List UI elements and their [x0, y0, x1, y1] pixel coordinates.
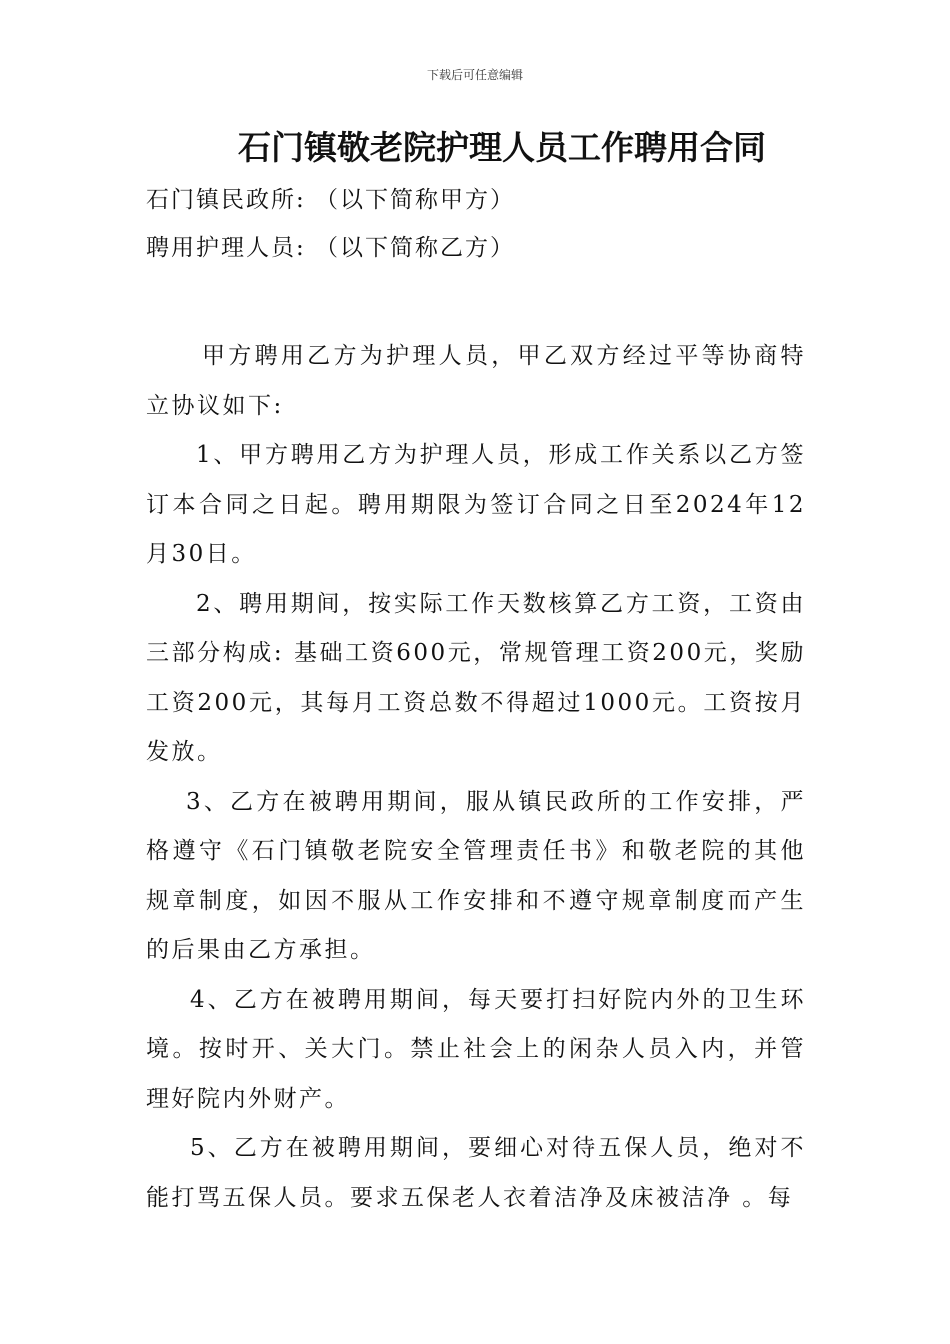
header-note: 下载后可任意编辑 [426, 68, 523, 82]
clause-5: 5、乙方在被聘用期间，要细心对待五保人员，绝对不能打骂五保人员。要求五保老人衣着洁净及床被洁净 。每 [146, 1135, 806, 1211]
party-a-line: 石门镇民政所: （以下简称甲方） [146, 187, 516, 213]
clause-2: 2、聘用期间，按实际工作天数核算乙方工资，工资由三部分构成: 基础工资600元，常规管理工资200元，奖励工资200元，其每月工资总数不得超过1000元。工资按月发放。 [146, 590, 806, 765]
clause-3: 3、乙方在被聘用期间，服从镇民政所的工作安排，严格遵守《石门镇敬老院安全管理责任书》和敬老院的其他规章制度，如因不服从工作安排和不遵守规章制度而产生的后果由乙方承担。 [146, 788, 806, 963]
contract-body [146, 332, 806, 1223]
clause-4: 4、乙方在被聘用期间，每天要打扫好院内外的卫生环境。按时开、关大门。禁止社会上的闲杂人员入内，并管理好院内外财产。 [146, 986, 806, 1112]
clause-1: 1、甲方聘用乙方为护理人员，形成工作关系以乙方签订本合同之日起。聘用期限为签订合同之日至2024年12月30日。 [146, 442, 806, 567]
intro-paragraph: 甲方聘用乙方为护理人员，甲乙双方经过平等协商特立协议如下: [146, 343, 806, 419]
party-b-line: 聘用护理人员: （以下简称乙方） [146, 235, 516, 261]
document-title: 石门镇敬老院护理人员工作聘用合同 [238, 128, 766, 167]
